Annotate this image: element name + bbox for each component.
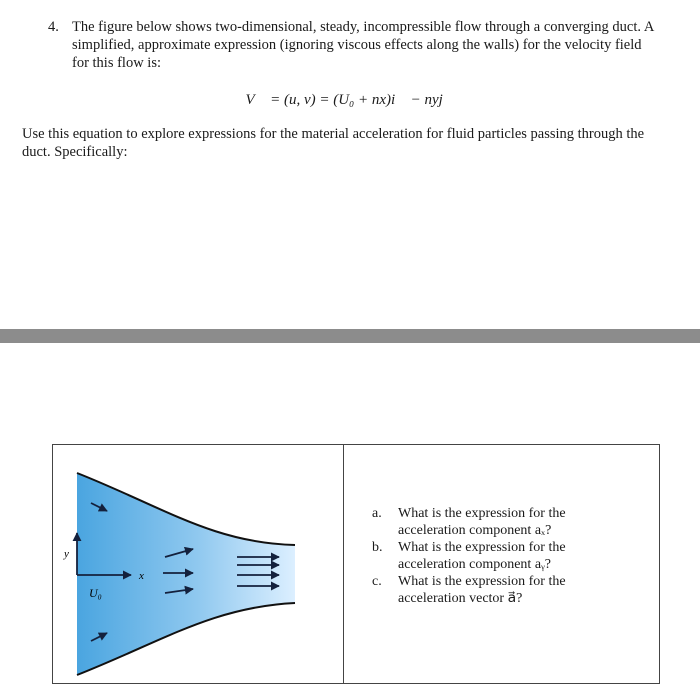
question-text: What is the expression for the acceleration component aₓ? [398,506,566,538]
question-item [372,573,612,607]
questions-cell [344,445,659,683]
question-text: What is the expression for the acceleration component aᵧ? [398,540,566,572]
question-letter: a. [372,506,382,521]
y-axis-label: y [64,548,69,560]
u0-label: U₀ [89,586,102,600]
figure-table [52,444,660,684]
question-list [372,505,612,607]
question-item [372,505,612,539]
divider-bar [0,329,700,343]
problem-statement [48,18,658,72]
intro-text: Use this equation to explore expressions for the material acceleration for fluid particles passing through the duct. Specifically: [22,126,645,160]
problem-number: 4. [48,19,59,35]
question-text: What is the expression for the acceleration vector a⃗? [398,574,566,606]
question-item [372,539,612,573]
velocity-equation: V⃗ = (u, v) = (U₀ + nx)i⃗ − nyj⃗ [245,92,455,108]
problem-text: The figure below shows two-dimensional, steady, incompressible flow through a converging duct. A simplified, approximate expression (ignoring viscous effects along the walls) for the velocity field for this flow is: [72,19,654,71]
converging-duct-figure [53,445,343,683]
question-letter: c. [372,574,382,589]
fluid-region [77,473,295,675]
question-letter: b. [372,540,383,555]
x-axis-label: x [139,570,144,582]
duct-figure-cell [53,445,344,683]
